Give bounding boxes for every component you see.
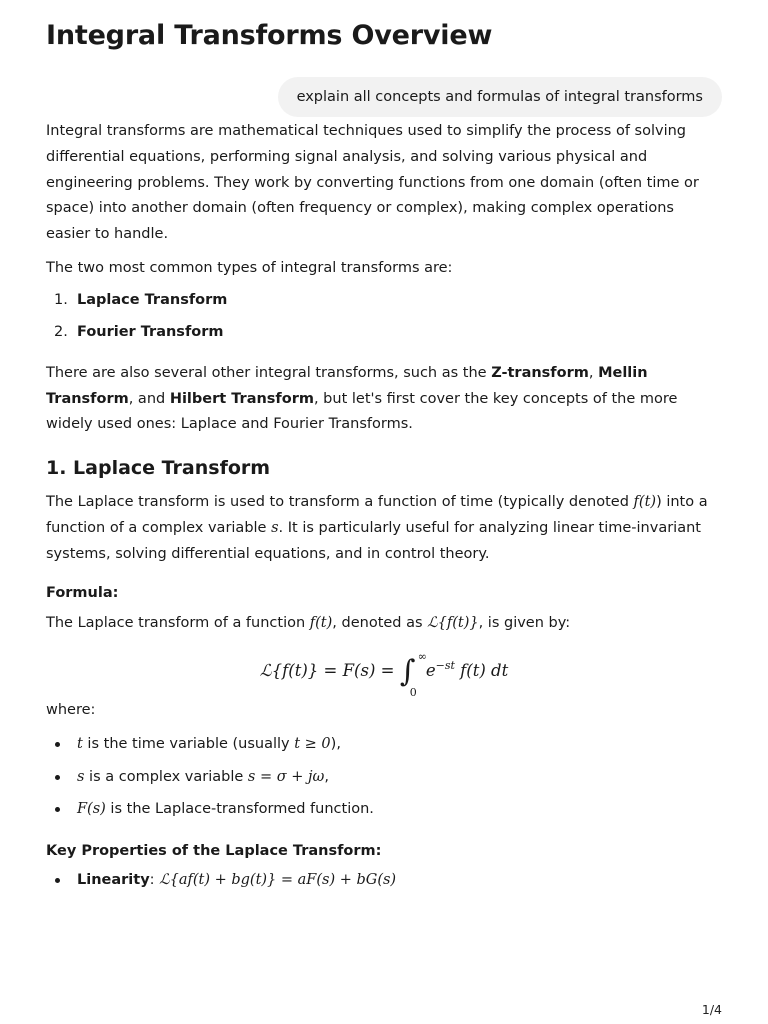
math-inline: f(t) xyxy=(633,494,657,511)
hilbert-transform-term: Hilbert Transform xyxy=(169,390,314,407)
list-item xyxy=(46,284,722,317)
text-run: ) into a function of a complex variable xyxy=(46,494,708,536)
math-inline: F(s) xyxy=(77,801,106,818)
page-indicator: 1/4 xyxy=(701,1002,722,1017)
laplace-description xyxy=(46,490,722,567)
properties-heading: Key Properties of the Laplace Transform: xyxy=(46,842,382,859)
mellin-transform-term: Mellin Transform xyxy=(46,364,648,407)
where-label: where: xyxy=(46,702,96,719)
text-run: The Laplace transform is used to transform a function of time (typically denoted xyxy=(46,494,634,511)
section-heading-laplace: 1. Laplace Transform xyxy=(46,457,271,480)
common-types-lead: The two most common types of integral transforms are: xyxy=(46,259,453,276)
list-item xyxy=(46,761,722,794)
math-inline: s xyxy=(77,768,85,785)
list-item xyxy=(46,864,722,897)
list-label: Laplace Transform xyxy=(77,291,228,308)
integral-lower-limit: 0 xyxy=(409,685,417,699)
list-number: 2. xyxy=(54,324,68,341)
property-label: Linearity xyxy=(77,871,150,888)
text-run: is the Laplace-transformed function. xyxy=(105,801,374,818)
properties-list xyxy=(46,864,722,897)
user-prompt-bubble xyxy=(278,77,722,117)
math-inline: t ≥ 0 xyxy=(294,736,331,753)
text-run: , xyxy=(588,364,599,381)
text-run: , denoted as xyxy=(332,614,428,631)
answer-body xyxy=(46,119,722,896)
integral-sign: ∫ ∞ 0 xyxy=(399,649,427,699)
list-label: Fourier Transform xyxy=(77,324,224,341)
text-run: : xyxy=(149,871,160,888)
other-transforms-paragraph xyxy=(46,361,722,438)
intro-paragraph: Integral transforms are mathematical techniques used to simplify the process of solving differential equations, performing signal analysis, and solving various physical and engineering problems. They work by converting functions from one domain (often time or space) into another domain (often frequency or complex), making complex operations easier to handle. xyxy=(46,123,699,243)
list-number: 1. xyxy=(54,291,68,308)
text-run: There are also several other integral transforms, such as the xyxy=(46,364,492,381)
math-inline: f(t) xyxy=(309,614,333,631)
text-run: is the time variable (usually xyxy=(82,736,295,753)
math-exponential-base: e xyxy=(425,661,436,681)
where-list xyxy=(46,728,722,826)
text-run: , but let's first cover the key concepts of the more widely used ones: Laplace and Fourier Transforms. xyxy=(46,390,678,433)
user-prompt-text: explain all concepts and formulas of integral transforms xyxy=(296,89,703,105)
z-transform-term: Z-transform xyxy=(491,364,589,381)
math-integrand: f(t) dt xyxy=(460,661,509,681)
math-inline: t xyxy=(77,736,83,753)
laplace-formula-display xyxy=(46,638,722,699)
formula-intro xyxy=(46,611,722,637)
formula-label: Formula: xyxy=(46,584,119,601)
list-item xyxy=(46,793,722,826)
integral-upper-limit: ∞ xyxy=(417,649,427,663)
text-run: . It is particularly useful for analyzing linear time-invariant systems, solving differential equations, and in control theory. xyxy=(46,519,701,562)
math-lhs: ℒ{f(t)} = F(s) = xyxy=(259,661,400,681)
page-title: Integral Transforms Overview xyxy=(46,20,493,51)
text-run: ), xyxy=(330,736,341,753)
math-inline: s xyxy=(271,519,279,536)
text-run: is a complex variable xyxy=(84,768,248,785)
text-run: , xyxy=(324,768,329,785)
math-inline: s = σ + jω xyxy=(247,768,325,785)
math-inline: ℒ{af(t) + bg(t)} = aF(s) + bG(s) xyxy=(159,871,397,888)
text-run: , and xyxy=(128,390,170,407)
text-run: , is given by: xyxy=(478,614,571,631)
list-item xyxy=(46,728,722,761)
math-exponent: −st xyxy=(435,659,455,673)
math-inline: ℒ{f(t)} xyxy=(427,614,479,631)
list-item xyxy=(46,316,722,349)
text-run: The Laplace transform of a function xyxy=(46,614,310,631)
common-types-list xyxy=(46,284,722,349)
